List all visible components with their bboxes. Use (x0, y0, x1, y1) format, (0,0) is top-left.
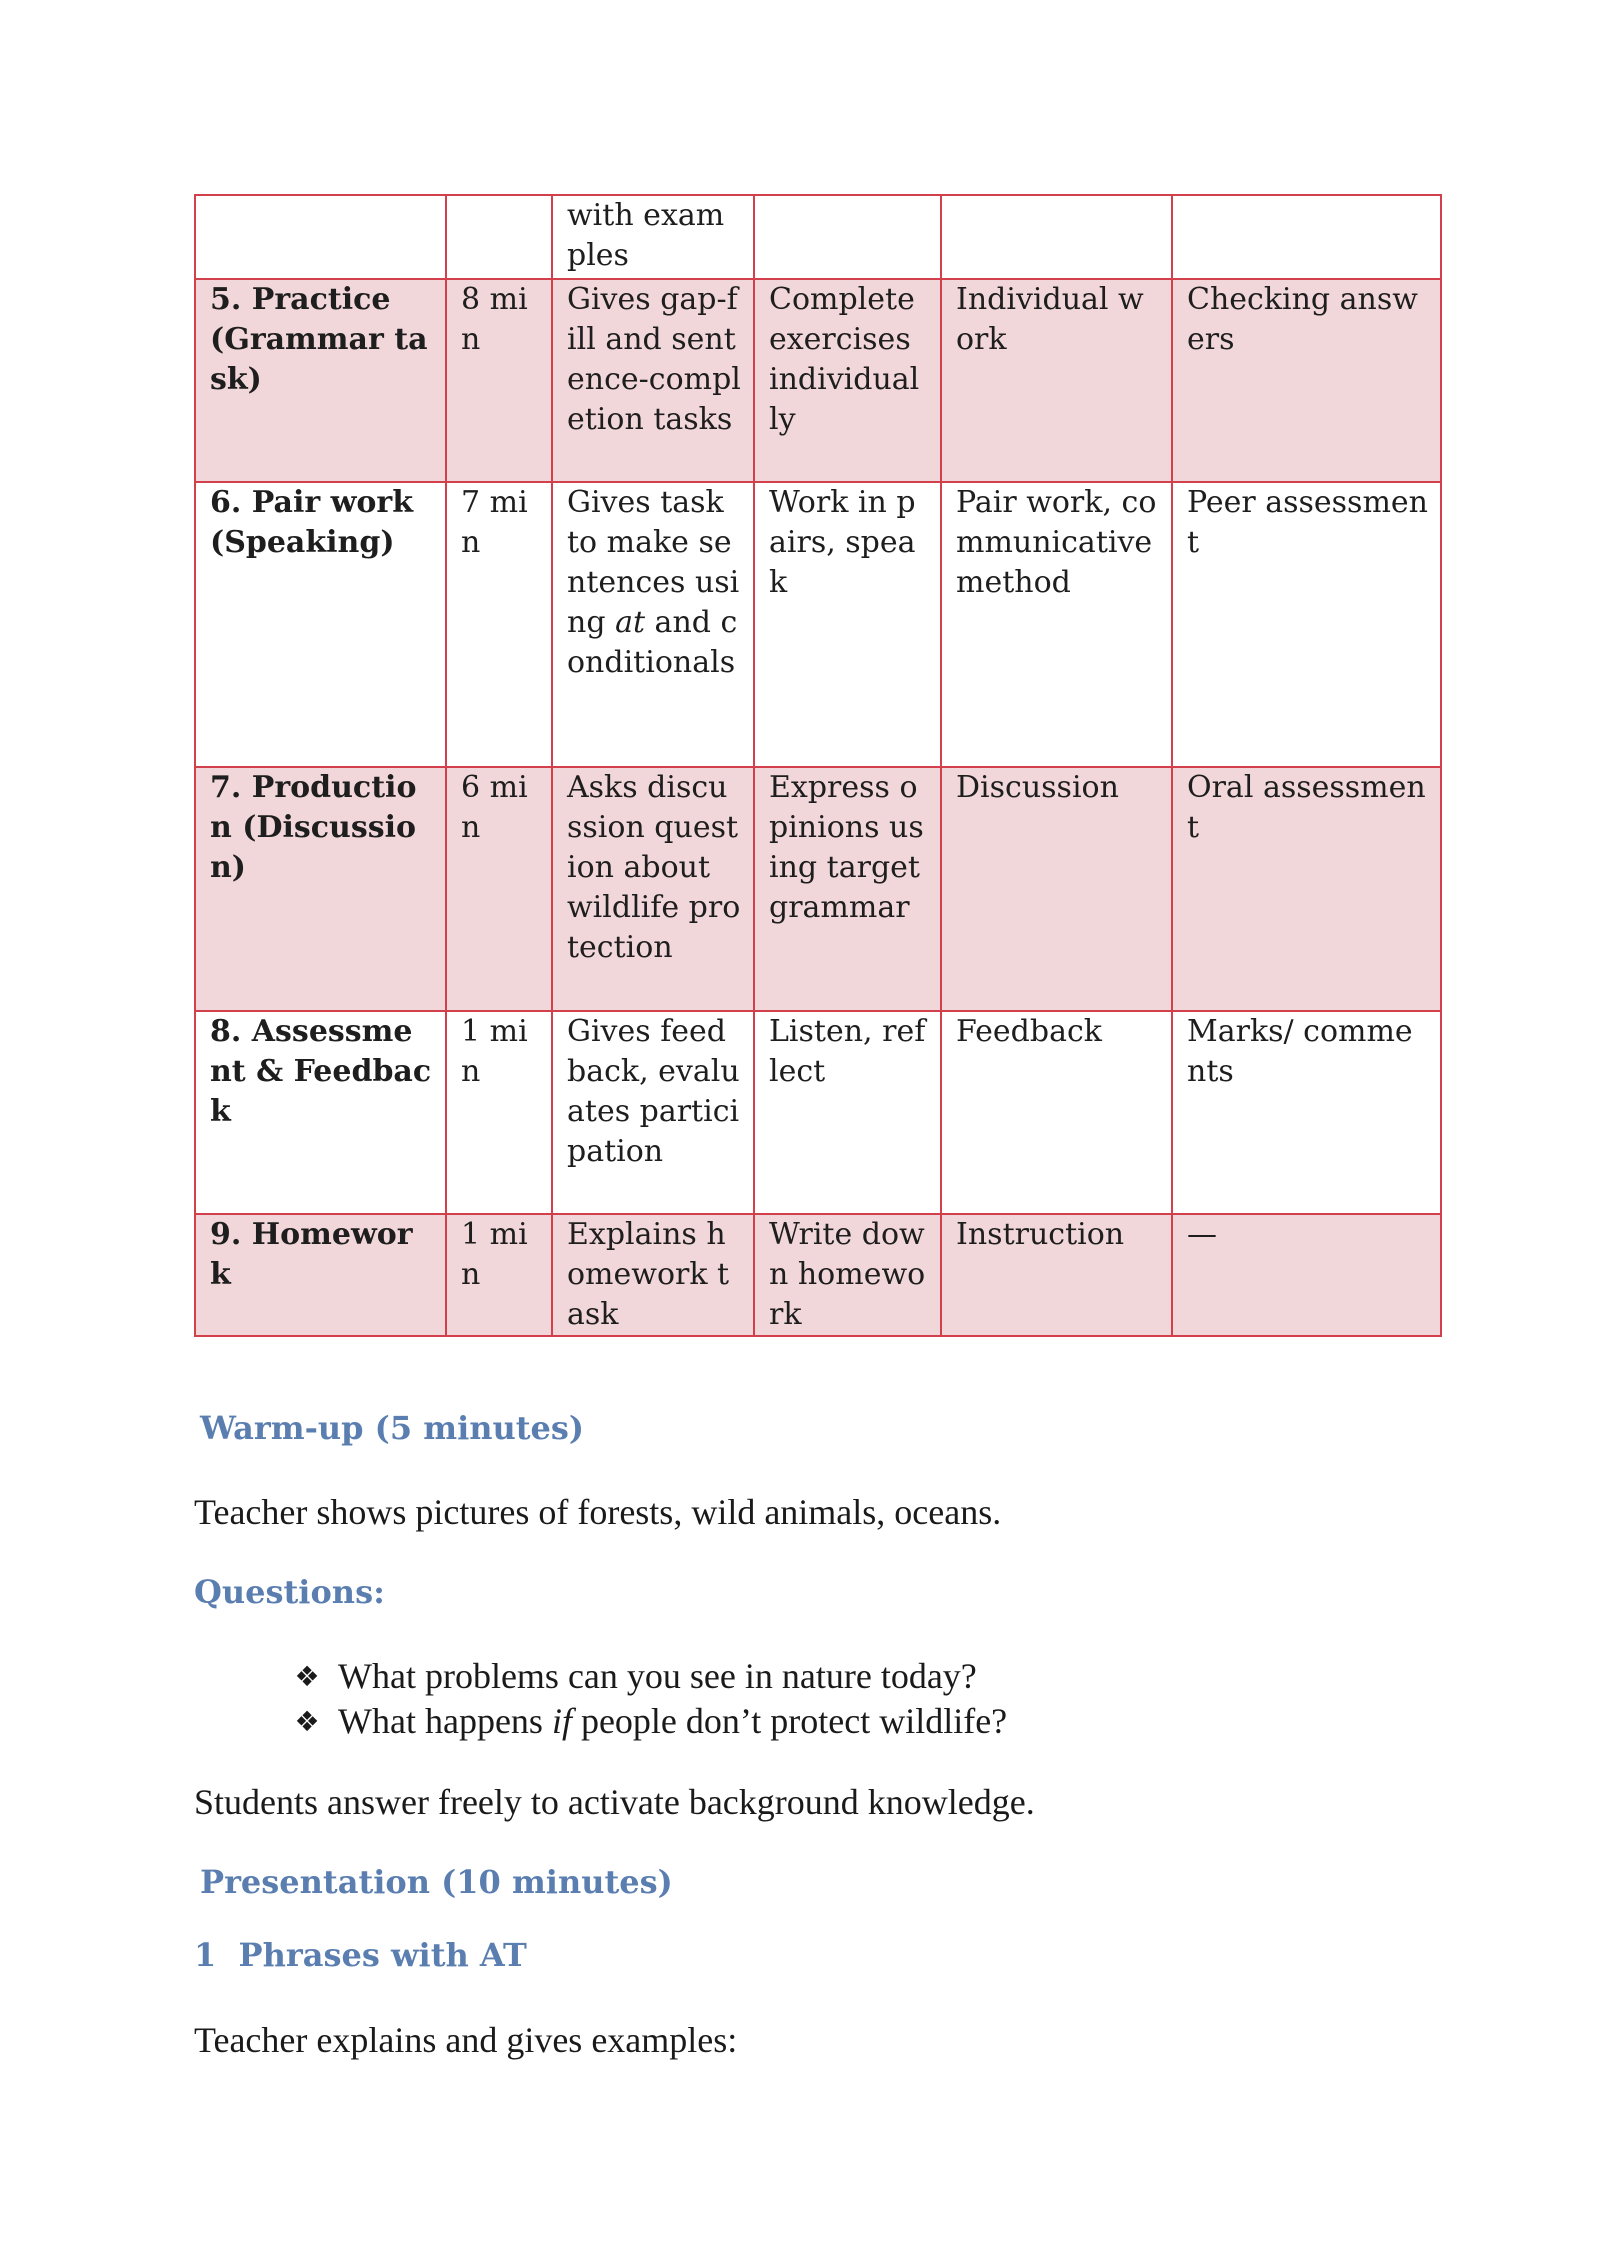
stage-cell (195, 195, 446, 279)
teacher-activity-cell (552, 482, 754, 767)
assessment-cell (1172, 195, 1441, 279)
student-activity-cell (754, 195, 941, 279)
question-text-italic: if (551, 1701, 572, 1741)
time-cell: 1 min (446, 1214, 552, 1336)
teacher-activity-cell: Explains homework task (552, 1214, 754, 1336)
questions-heading: Questions: (194, 1573, 385, 1611)
list-item (290, 1699, 1007, 1744)
student-activity-cell: Work in pairs, speak (754, 482, 941, 767)
diamond-bullet-icon: ❖ (294, 1660, 320, 1693)
stage-cell: 5. Practice (Grammar task) (195, 279, 446, 482)
teacher-text-part: and conditionals (567, 605, 738, 680)
question-text-part: What happens (338, 1701, 552, 1741)
table-row (195, 482, 1441, 767)
method-cell: Feedback (941, 1011, 1172, 1214)
presentation-intro: Teacher explains and gives examples: (194, 2020, 738, 2060)
question-text (338, 1699, 1007, 1744)
time-cell: 8 min (446, 279, 552, 482)
method-cell: Individual work (941, 279, 1172, 482)
student-activity-cell: Complete exercises individually (754, 279, 941, 482)
warmup-outro: Students answer freely to activate background knowledge. (194, 1782, 1035, 1822)
assessment-cell: Marks/ comments (1172, 1011, 1441, 1214)
assessment-cell: Peer assessment (1172, 482, 1441, 767)
stage-cell: 8. Assessment & Feedback (195, 1011, 446, 1214)
question-text: What problems can you see in nature today? (338, 1656, 977, 1696)
student-activity-cell: Listen, reflect (754, 1011, 941, 1214)
teacher-text-part: Gives task to make sentences using (567, 485, 740, 640)
warmup-intro: Teacher shows pictures of forests, wild animals, oceans. (194, 1492, 1002, 1532)
table-row (195, 767, 1441, 1011)
stage-cell: 9. Homework (195, 1214, 446, 1336)
table-row (195, 279, 1441, 482)
assessment-cell: — (1172, 1214, 1441, 1336)
method-cell: Instruction (941, 1214, 1172, 1336)
teacher-activity-cell: Asks discussion question about wildlife protection (552, 767, 754, 1011)
teacher-text-italic: at (615, 605, 646, 640)
questions-list (290, 1654, 1007, 1744)
presentation-heading: Presentation (10 minutes) (200, 1863, 673, 1901)
table-row (195, 195, 1441, 279)
teacher-activity-cell: Gives feedback, evaluates participation (552, 1011, 754, 1214)
time-cell: 7 min (446, 482, 552, 767)
assessment-cell: Oral assessment (1172, 767, 1441, 1011)
teacher-activity-cell: Gives gap-fill and sentence-completion tasks (552, 279, 754, 482)
lesson-plan-table (194, 194, 1442, 1337)
warmup-heading: Warm-up (5 minutes) (200, 1409, 585, 1447)
diamond-bullet-icon: ❖ (294, 1705, 320, 1738)
time-cell: 1 min (446, 1011, 552, 1214)
method-cell: Pair work, communicative method (941, 482, 1172, 767)
stage-cell: 6. Pair work (Speaking) (195, 482, 446, 767)
list-item (290, 1654, 1007, 1699)
assessment-cell: Checking answers (1172, 279, 1441, 482)
student-activity-cell: Express opinions using target grammar (754, 767, 941, 1011)
time-cell (446, 195, 552, 279)
table-row (195, 1011, 1441, 1214)
time-cell: 6 min (446, 767, 552, 1011)
phrases-subheading: 1 Phrases with AT (194, 1936, 527, 1974)
method-cell (941, 195, 1172, 279)
student-activity-cell: Write down homework (754, 1214, 941, 1336)
teacher-activity-cell: with examples (552, 195, 754, 279)
method-cell: Discussion (941, 767, 1172, 1011)
question-text-part: people don’t protect wildlife? (571, 1701, 1008, 1741)
stage-cell: 7. Production (Discussion) (195, 767, 446, 1011)
table-row (195, 1214, 1441, 1336)
